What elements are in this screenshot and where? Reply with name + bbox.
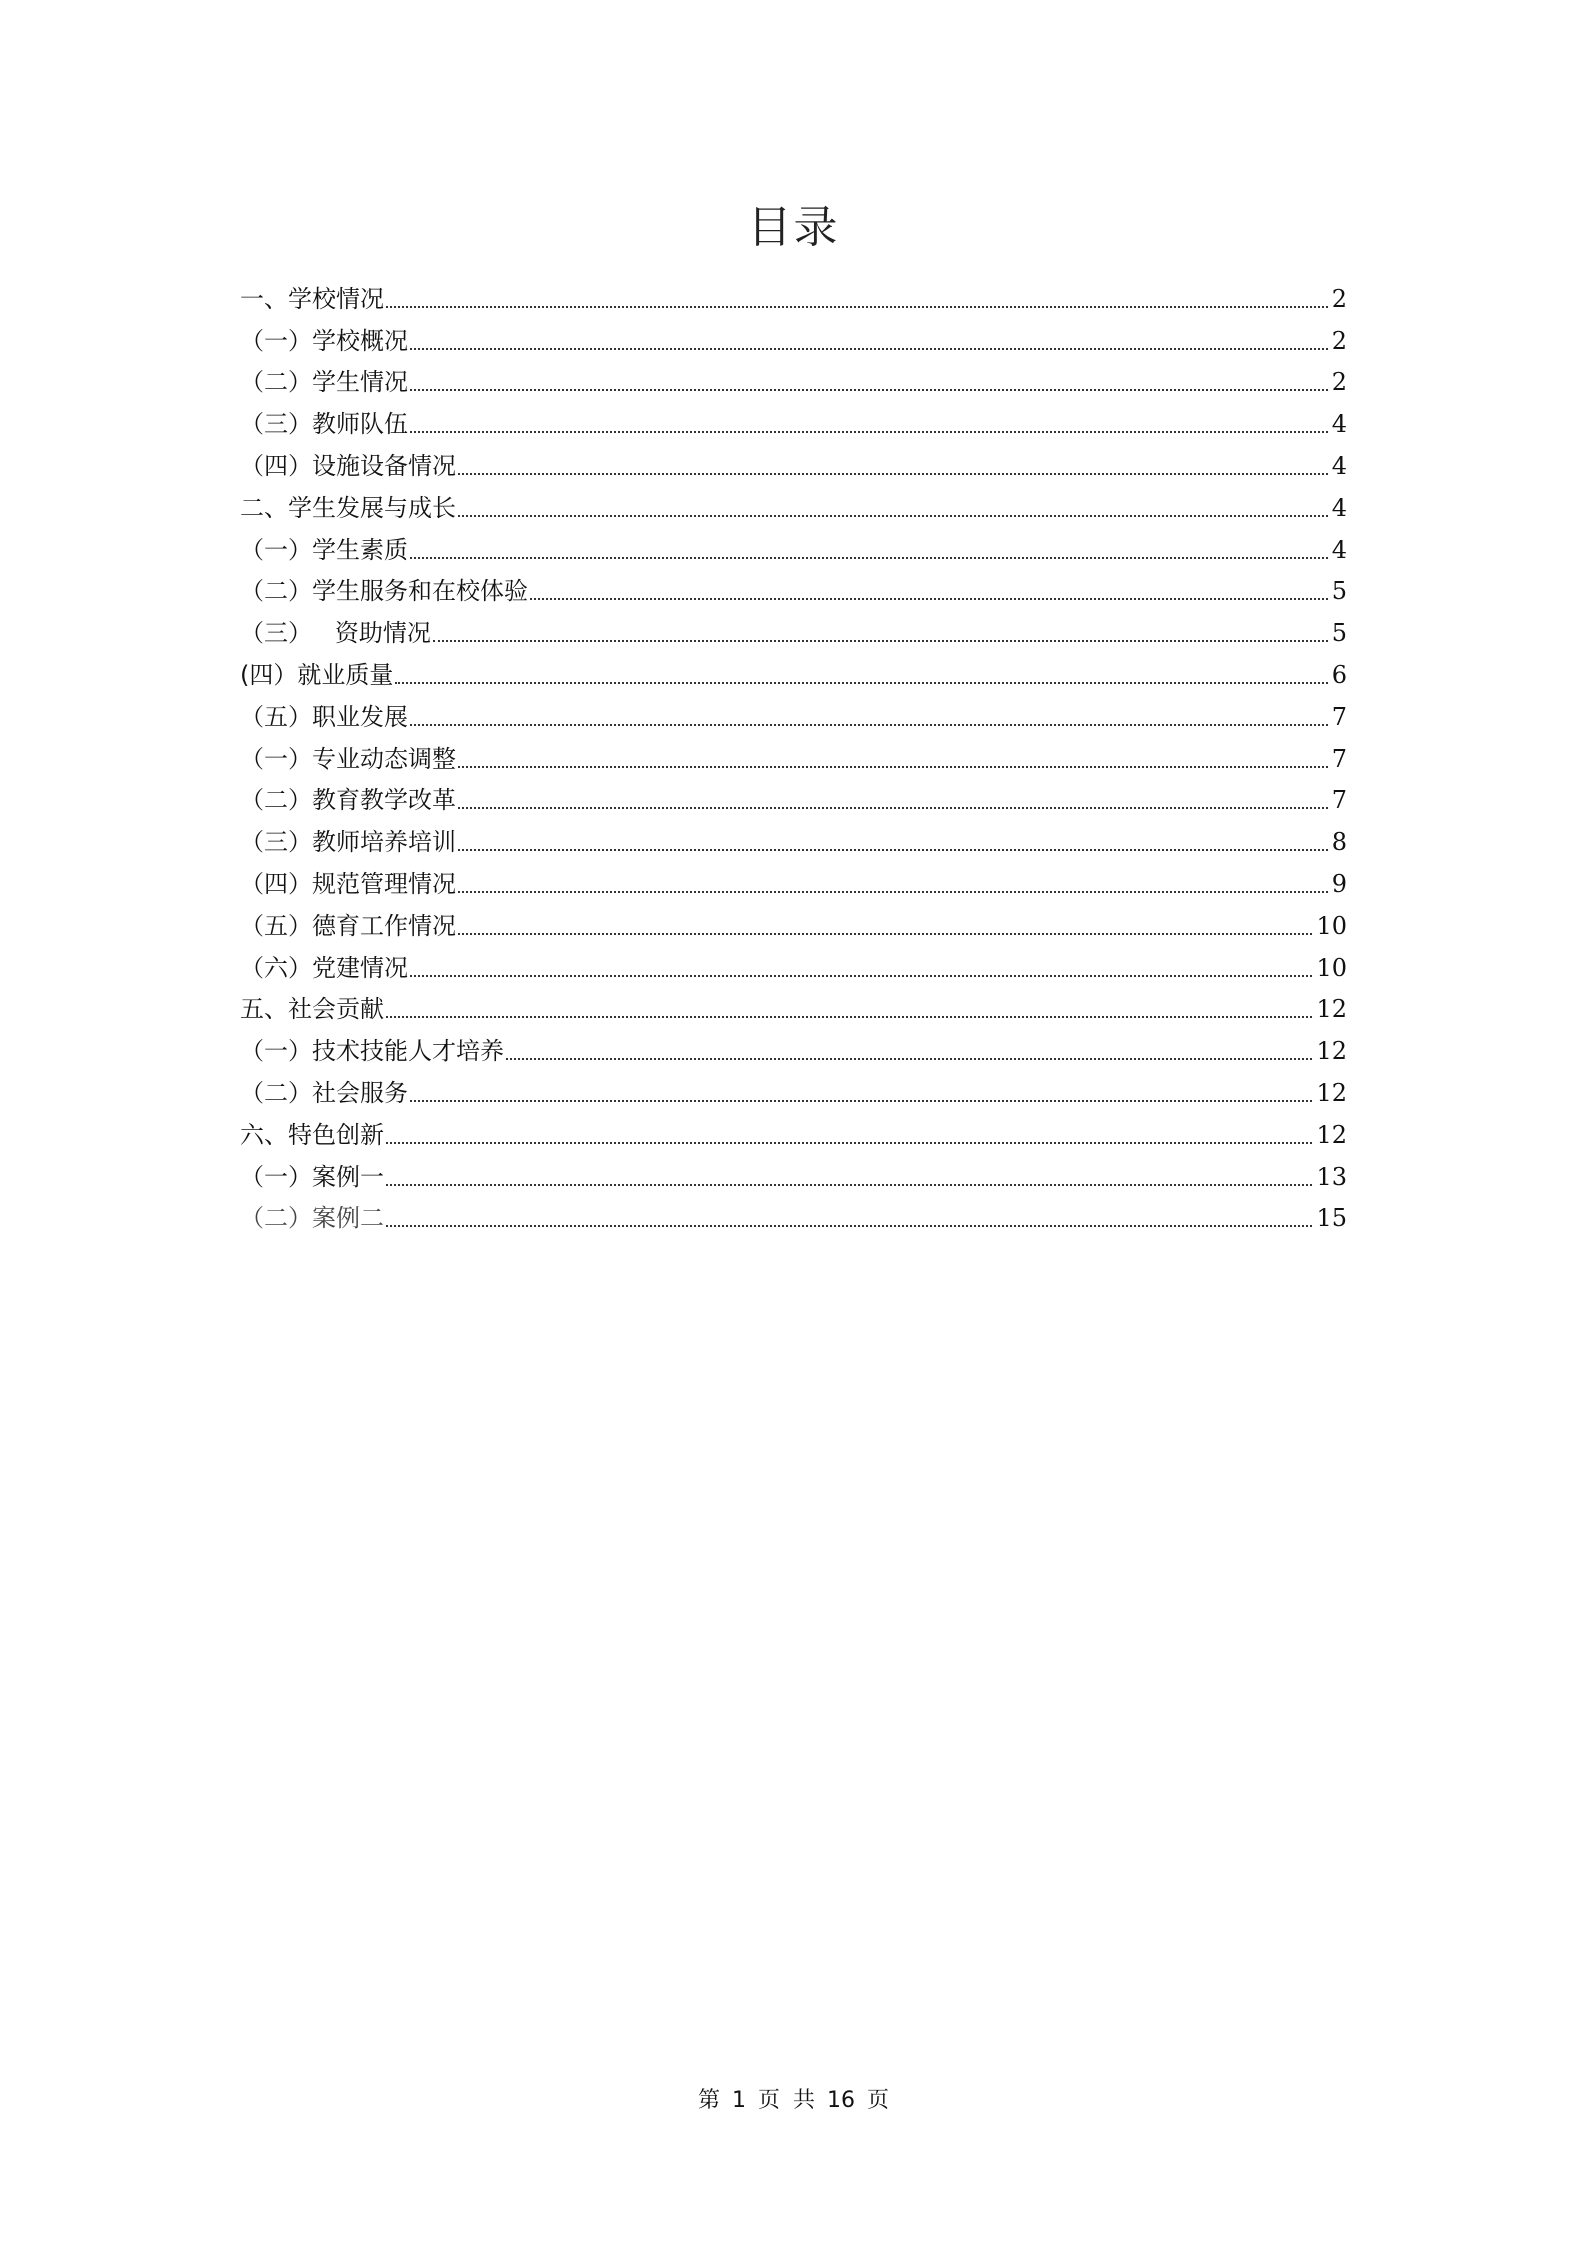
toc-entry[interactable]: [240, 569, 1347, 611]
toc-entry-page: 12: [1316, 1037, 1347, 1066]
toc-entry-page: 7: [1331, 744, 1347, 773]
toc-entry-label: （五）职业发展: [240, 702, 408, 731]
toc-leader-dots: [458, 473, 1328, 475]
toc-entry[interactable]: [240, 1154, 1347, 1196]
toc-leader-dots: [386, 306, 1328, 308]
toc-entry[interactable]: [240, 610, 1347, 652]
toc-leader-dots: [410, 557, 1328, 559]
footer-middle: 页 共: [758, 2088, 815, 2113]
toc-entry[interactable]: [240, 903, 1347, 945]
toc-entry-label: （二）学生情况: [240, 368, 408, 397]
toc-leader-dots: [386, 1142, 1312, 1144]
toc-entry-page: 4: [1331, 451, 1347, 480]
toc-entry-label: 二、学生发展与成长: [240, 493, 456, 522]
page-footer: [0, 2086, 1587, 2116]
toc-entry[interactable]: [240, 443, 1347, 485]
toc-entry-page: 15: [1316, 1204, 1347, 1233]
toc-entry-label: （四）规范管理情况: [240, 869, 456, 898]
footer-suffix: 页: [867, 2088, 890, 2113]
toc-entry-label: （五）德育工作情况: [240, 911, 456, 940]
toc-entry-label: （三） 资助情况: [240, 619, 431, 648]
toc-leader-dots: [506, 1058, 1312, 1060]
toc-leader-dots: [386, 1225, 1312, 1227]
toc-entry[interactable]: [240, 527, 1347, 569]
toc-entry-label: （一）学校概况: [240, 326, 408, 355]
toc-entry[interactable]: [240, 485, 1347, 527]
toc-entry-label: (四）就业质量: [240, 660, 394, 689]
toc-entry-label: 五、社会贡献: [240, 995, 384, 1024]
toc-entry[interactable]: [240, 819, 1347, 861]
toc-entry[interactable]: [240, 652, 1347, 694]
toc-entry[interactable]: [240, 694, 1347, 736]
toc-entry[interactable]: [240, 1070, 1347, 1112]
toc-entry-page: 12: [1316, 995, 1347, 1024]
toc-entry[interactable]: [240, 987, 1347, 1029]
toc-entry-page: 12: [1316, 1120, 1347, 1149]
toc-entry[interactable]: [240, 276, 1347, 318]
toc-entry[interactable]: [240, 360, 1347, 402]
toc-entry-label: 六、特色创新: [240, 1120, 384, 1149]
toc-entry-label: （二）案例二: [240, 1204, 384, 1233]
toc-leader-dots: [386, 1016, 1312, 1018]
toc-leader-dots: [410, 1100, 1312, 1102]
toc-entry-page: 4: [1331, 535, 1347, 564]
toc-entry-page: 9: [1331, 869, 1347, 898]
toc-leader-dots: [395, 682, 1327, 684]
toc-entry-page: 7: [1331, 702, 1347, 731]
toc-entry-label: （二）学生服务和在校体验: [240, 577, 528, 606]
toc-entry[interactable]: [240, 736, 1347, 778]
footer-current-page: 1: [732, 2088, 746, 2113]
toc-entry-page: 7: [1331, 786, 1347, 815]
toc-entry-page: 6: [1331, 660, 1347, 689]
toc-entry-page: 10: [1316, 911, 1347, 940]
toc-entry-page: 13: [1316, 1162, 1347, 1191]
toc-entry[interactable]: [240, 945, 1347, 987]
toc-entry-label: （一）学生素质: [240, 535, 408, 564]
toc-entry-label: （二）社会服务: [240, 1078, 408, 1107]
toc-leader-dots: [410, 389, 1328, 391]
toc-entry[interactable]: [240, 1112, 1347, 1154]
toc-leader-dots: [386, 1184, 1312, 1186]
toc-entry-label: （四）设施设备情况: [240, 451, 456, 480]
footer-prefix: 第: [697, 2088, 720, 2113]
toc-entry-page: 10: [1316, 953, 1347, 982]
toc-leader-dots: [458, 766, 1328, 768]
toc-entry-label: （六）党建情况: [240, 953, 408, 982]
toc-leader-dots: [458, 515, 1328, 517]
toc-entry[interactable]: [240, 1028, 1347, 1070]
toc-entry-page: 2: [1331, 326, 1347, 355]
table-of-contents: [240, 276, 1347, 1237]
toc-entry-label: （一）技术技能人才培养: [240, 1037, 504, 1066]
toc-leader-dots: [458, 849, 1328, 851]
toc-leader-dots: [410, 724, 1328, 726]
toc-leader-dots: [410, 431, 1328, 433]
toc-entry-page: 2: [1331, 284, 1347, 313]
toc-leader-dots: [458, 807, 1328, 809]
toc-leader-dots: [530, 598, 1328, 600]
toc-entry-label: （一）案例一: [240, 1162, 384, 1191]
toc-entry-page: 4: [1331, 493, 1347, 522]
toc-entry-page: 8: [1331, 828, 1347, 857]
toc-entry[interactable]: [240, 318, 1347, 360]
toc-entry-page: 2: [1331, 368, 1347, 397]
toc-leader-dots: [458, 933, 1312, 935]
toc-entry-label: （一）专业动态调整: [240, 744, 456, 773]
toc-entry[interactable]: [240, 778, 1347, 820]
toc-entry[interactable]: [240, 401, 1347, 443]
toc-entry-page: 12: [1316, 1078, 1347, 1107]
toc-entry-page: 5: [1331, 619, 1347, 648]
toc-entry-label: （三）教师队伍: [240, 410, 408, 439]
toc-title: 目录: [747, 202, 840, 253]
toc-entry[interactable]: [240, 861, 1347, 903]
toc-entry[interactable]: [240, 1196, 1347, 1238]
toc-entry-page: 4: [1331, 410, 1347, 439]
toc-leader-dots: [433, 640, 1328, 642]
toc-leader-dots: [458, 891, 1328, 893]
toc-leader-dots: [410, 348, 1328, 350]
toc-entry-label: （二）教育教学改革: [240, 786, 456, 815]
toc-entry-label: 一、学校情况: [240, 284, 384, 313]
footer-total-pages: 16: [827, 2088, 855, 2113]
toc-entry-page: 5: [1331, 577, 1347, 606]
toc-entry-label: （三）教师培养培训: [240, 828, 456, 857]
toc-leader-dots: [410, 975, 1312, 977]
